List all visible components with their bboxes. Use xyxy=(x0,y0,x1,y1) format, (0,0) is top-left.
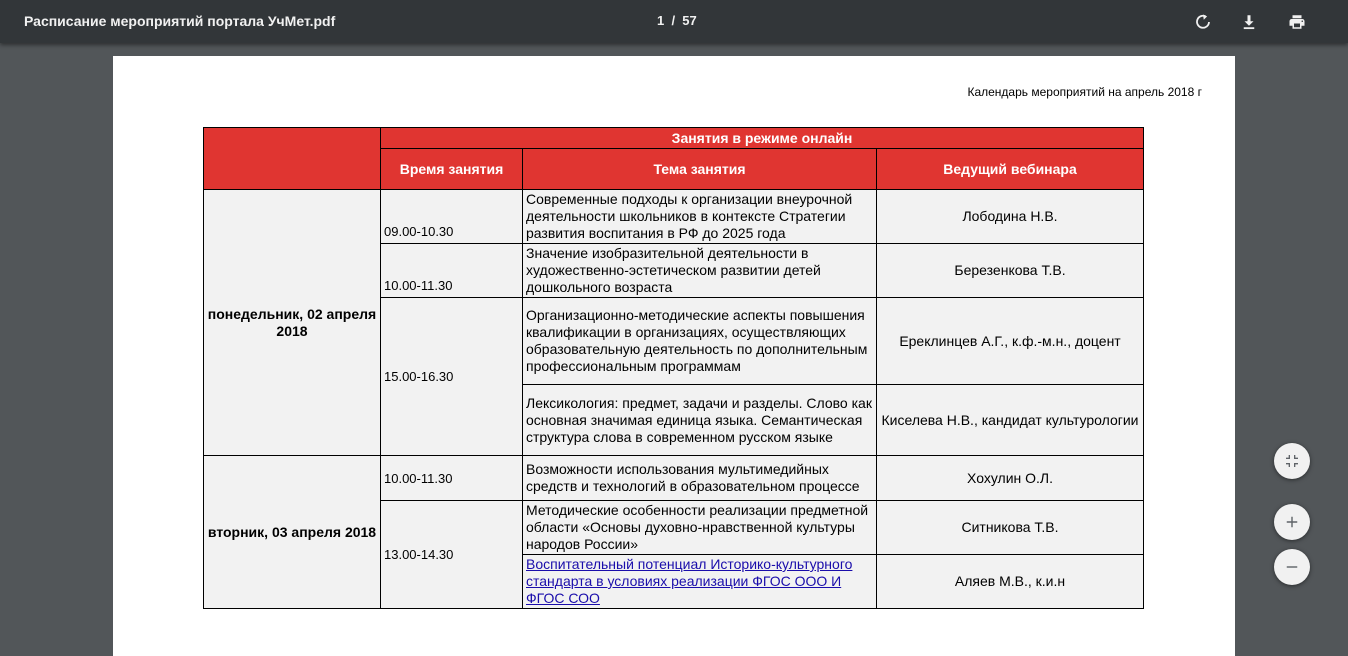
column-header-host: Ведущий вебинара xyxy=(877,149,1144,190)
host-cell: Киселева Н.В., кандидат культурологии xyxy=(877,385,1144,456)
file-title: Расписание мероприятий портала УчМет.pdf xyxy=(24,13,336,29)
host-cell: Ереклинцев А.Г., к.ф.-м.н., доцент xyxy=(877,298,1144,385)
host-cell: Аляев М.В., к.и.н xyxy=(877,555,1144,609)
topic-cell xyxy=(523,555,877,609)
document-header: Календарь мероприятий на апрель 2018 г xyxy=(967,85,1202,99)
topic-cell: Значение изобразительной деятельности в художественно-эстетическом развитии детей дошкольного возраста xyxy=(523,244,877,298)
print-icon[interactable] xyxy=(1286,11,1308,33)
host-cell: Березенкова Т.В. xyxy=(877,244,1144,298)
column-header-time: Время занятия xyxy=(381,149,523,190)
host-cell: Лободина Н.В. xyxy=(877,190,1144,244)
rotate-icon[interactable] xyxy=(1192,11,1214,33)
time-cell: 15.00-16.30 xyxy=(381,298,523,456)
time-cell: 10.00-11.30 xyxy=(381,456,523,501)
topic-cell: Методические особенности реализации предметной области «Основы духовно-нравственной культуры народов России» xyxy=(523,501,877,555)
download-icon[interactable] xyxy=(1238,11,1260,33)
topic-cell: Современные подходы к организации внеурочной деятельности школьников в контексте Стратегии развития воспитания в РФ до 2025 года xyxy=(523,190,877,244)
topic-cell: Возможности использования мультимедийных средств и технологий в образовательном процессе xyxy=(523,456,877,501)
time-cell: 10.00-11.30 xyxy=(381,244,523,298)
pdf-page xyxy=(113,56,1235,656)
host-cell: Хохулин О.Л. xyxy=(877,456,1144,501)
zoom-out-button[interactable] xyxy=(1274,549,1310,585)
zoom-out-icon xyxy=(1285,560,1299,574)
day-cell: вторник, 03 апреля 2018 xyxy=(204,456,381,609)
fit-to-page-button[interactable] xyxy=(1274,443,1310,479)
day-cell: понедельник, 02 апреля 2018 xyxy=(204,190,381,456)
zoom-in-button[interactable] xyxy=(1274,504,1310,540)
page-indicator[interactable]: 1 / 57 xyxy=(657,13,697,28)
table-row xyxy=(204,190,1144,244)
host-cell: Ситникова Т.В. xyxy=(877,501,1144,555)
zoom-in-icon xyxy=(1285,515,1299,529)
fit-to-page-icon xyxy=(1284,453,1300,469)
table-row xyxy=(204,456,1144,501)
topic-link[interactable]: Воспитательный потенциал Историко-культурного стандарта в условиях реализации ФГОС ООО И ФГОС СОО xyxy=(526,556,853,606)
column-header-topic: Тема занятия xyxy=(523,149,877,190)
day-column-header xyxy=(204,128,381,190)
topic-cell: Организационно-методические аспекты повышения квалификации в организациях, осуществляющих образовательную деятельность по дополнительным профессиональным программам xyxy=(523,298,877,385)
table-title: Занятия в режиме онлайн xyxy=(381,128,1144,149)
schedule-table xyxy=(203,127,1144,609)
pdf-toolbar xyxy=(0,0,1348,43)
time-cell: 09.00-10.30 xyxy=(381,190,523,244)
topic-cell: Лексикология: предмет, задачи и разделы. Слово как основная значимая единица языка. Семантическая структура слова в современном русском языке xyxy=(523,385,877,456)
time-cell: 13.00-14.30 xyxy=(381,501,523,609)
